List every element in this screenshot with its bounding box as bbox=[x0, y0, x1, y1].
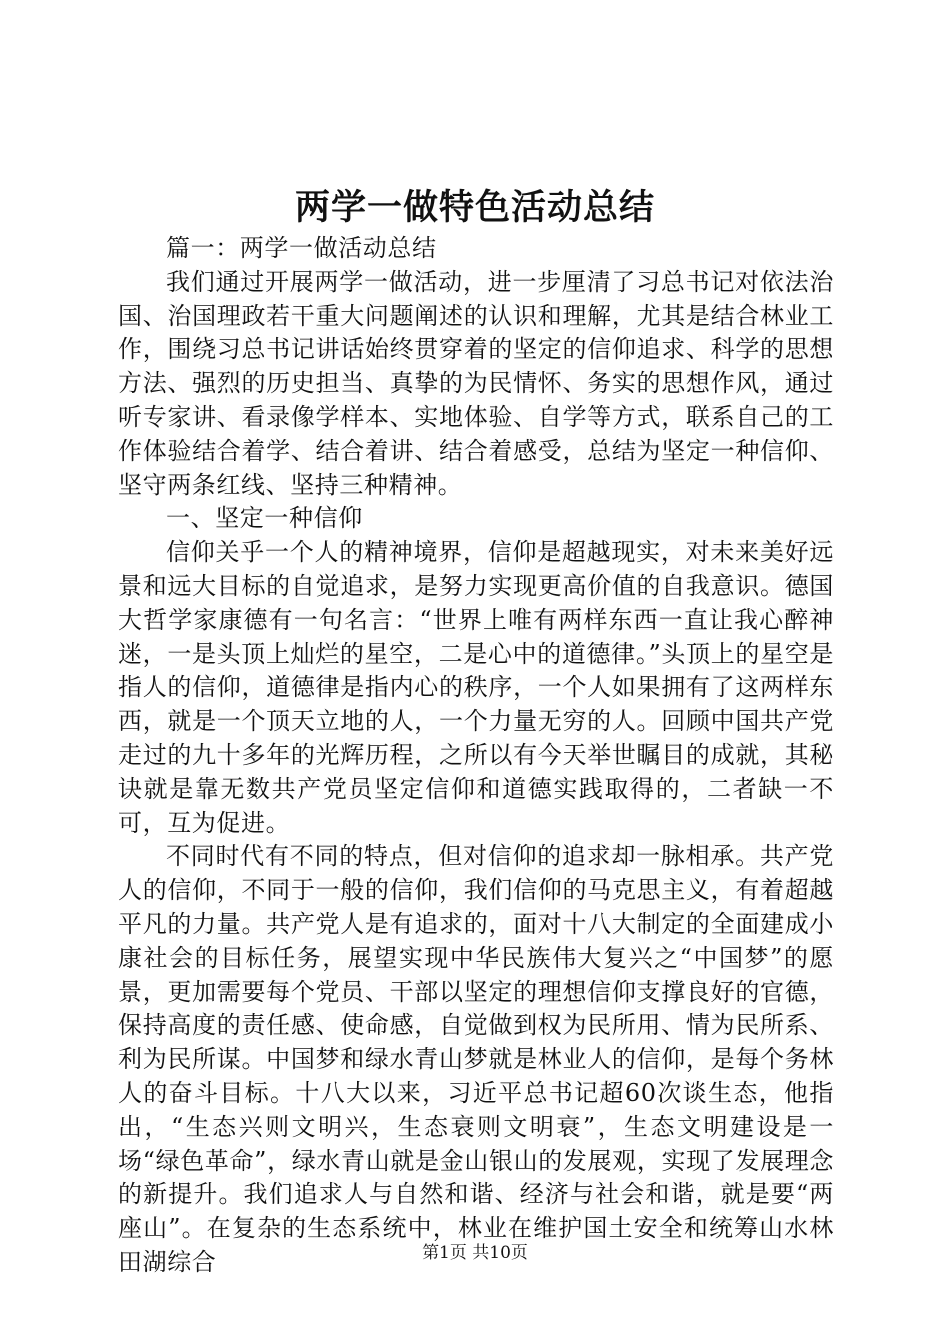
document-body bbox=[118, 232, 834, 1280]
section-heading: 篇一：两学一做活动总结 bbox=[166, 234, 437, 262]
document-title: 两学一做特色活动总结 bbox=[294, 187, 655, 228]
subheading-faith: 一、坚定一种信仰 bbox=[166, 504, 363, 533]
paragraph-era: 不同时代有不同的特点，但对信仰的追求却一脉相承。共产党人的信仰，不同于一般的信仰，我们信仰的马克思主义，有着超越平凡的力量。共产党人是有追求的，面对十八大制定的全面建成小康社会的目标任务，展望实现中华民族伟大复兴之“中国梦”的愿景，更加需要每个党员、干部以坚定的理想信仰支撑良好的官德，保持高度的责任感、使命感，自觉做到权为民所用、情为民所系、利为民所谋。中国梦和绿水青山梦就是林业人的信仰，是每个务林人的奋斗目标。十八大以来，习近平总书记超60次谈生态，他指出，“生态兴则文明兴，生态衰则文明衰”，生态文明建设是一场“绿色革命”，绿水青山就是金山银山的发展观，实现了发展理念的新提升。我们追求人与自然和谐、经济与社会和谐，就是要“两座山”。在复杂的生态系统中，林业在维护国土安全和统筹山水林田湖综合 bbox=[118, 842, 834, 1276]
paragraph-intro: 我们通过开展两学一做活动，进一步厘清了习总书记对依法治国、治国理政若干重大问题阐述的认识和理解，尤其是结合林业工作，围绕习总书记讲话始终贯穿着的坚定的信仰追求、科学的思想方法、强烈的历史担当、真挚的为民情怀、务实的思想作风，通过听专家讲、看录像学样本、实地体验、自学等方式，联系自己的工作体验结合着学、结合着讲、结合着感受，总结为坚定一种信仰、坚守两条红线、坚持三种精神。 bbox=[118, 267, 834, 499]
paragraph-faith: 信仰关乎一个人的精神境界，信仰是超越现实，对未来美好远景和远大目标的自觉追求，是努力实现更高价值的自我意识。德国大哲学家康德有一句名言：“世界上唯有两样东西一直让我心醉神迷，一是头顶上灿烂的星空，二是心中的道德律。”头顶上的星空是指人的信仰，道德律是指内心的秩序，一个人如果拥有了这两样东西，就是一个顶天立地的人，一个力量无穷的人。回顾中国共产党走过的九十多年的光辉历程，之所以有今天举世瞩目的成就，其秘诀就是靠无数共产党员坚定信仰和道德实践取得的，二者缺一不可，互为促进。 bbox=[118, 538, 834, 837]
page-number-footer: 第1页 共10页 bbox=[422, 1243, 528, 1263]
